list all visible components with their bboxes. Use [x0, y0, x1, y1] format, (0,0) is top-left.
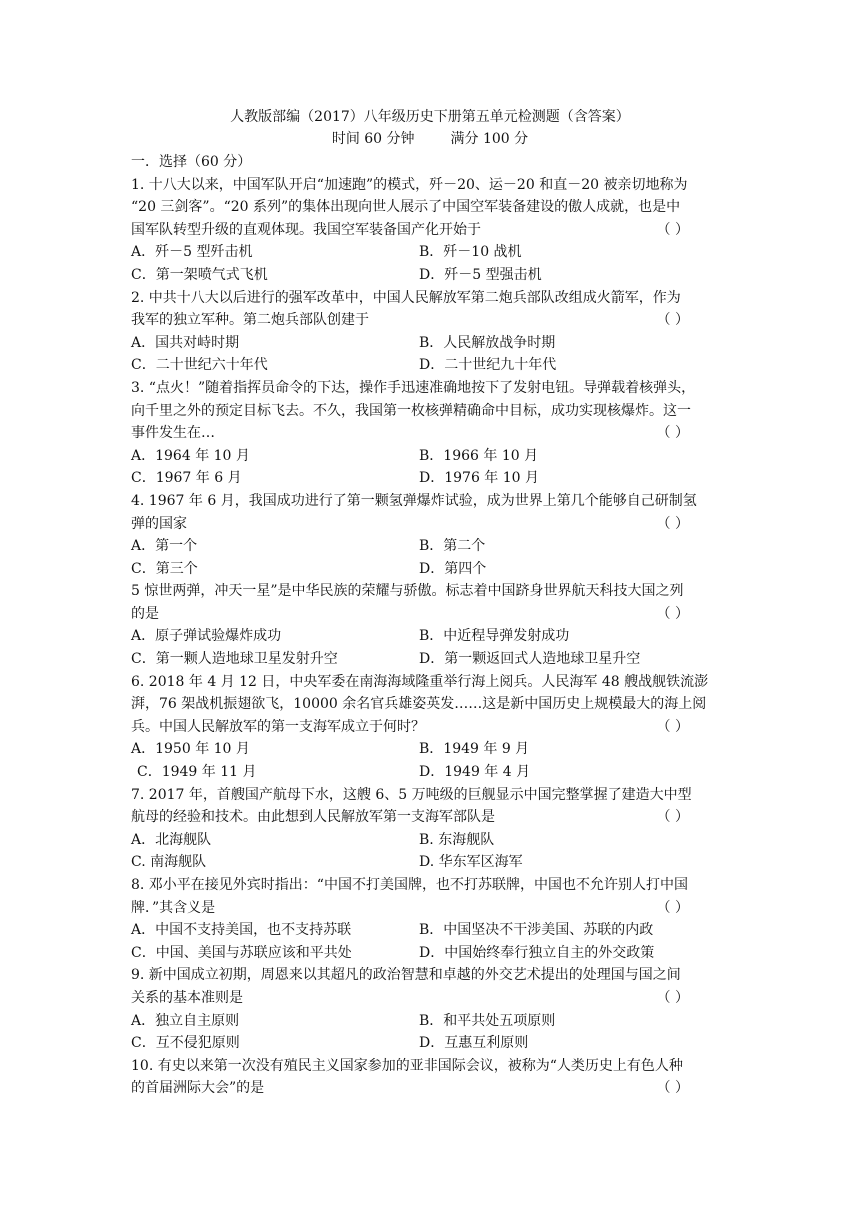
question-4: [131, 490, 731, 580]
option-b[interactable]: B. 东海舰队: [419, 831, 495, 848]
question-6: [131, 671, 731, 784]
question-stem-end: [131, 897, 731, 920]
option-list: [131, 241, 731, 286]
option-c[interactable]: C．第三个: [131, 560, 198, 577]
option-a[interactable]: A．1964 年 10 月: [131, 447, 250, 464]
question-text-line: 国军队转型升级的直观体现。我国空军装备国产化开始于: [131, 221, 481, 238]
question-stem-end: [131, 309, 731, 332]
question-text-line: 事件发生在…: [131, 425, 215, 442]
question-3: [131, 377, 731, 490]
option-c[interactable]: C. 南海舰队: [131, 854, 207, 871]
question-text-line: 5 惊世两弹，冲天一星”是中华民族的荣耀与骄傲。标志着中国跻身世界航天科技大国之列: [131, 583, 684, 600]
question-10: [131, 1055, 731, 1100]
option-a[interactable]: A．独立自主原则: [131, 1012, 240, 1029]
question-text-line: 3. “点火！”随着指挥员命令的下达，操作手迅速准确地按下了发射电钮。导弹载着核弹头，: [131, 379, 696, 396]
option-d[interactable]: D．中国始终奉行独立自主的外交政策: [419, 944, 655, 961]
question-1: [131, 174, 731, 287]
option-b[interactable]: B．1949 年 9 月: [419, 741, 530, 758]
option-d[interactable]: D．1976 年 10 月: [419, 470, 540, 487]
option-c[interactable]: C．第一颗人造地球卫星发射升空: [131, 651, 338, 668]
question-text-line: 兵。中国人民解放军的第一支海军成立于何时？: [131, 718, 425, 735]
option-d[interactable]: D. 华东军区海军: [419, 854, 523, 871]
option-list: [131, 919, 731, 964]
option-d[interactable]: D．二十世纪九十年代: [419, 357, 557, 374]
option-b[interactable]: B．中国坚决不干涉美国、苏联的内政: [419, 922, 654, 939]
answer-bracket[interactable]: （ ）: [656, 312, 689, 329]
question-text-line: “20 三剑客”。“20 系列”的集体出现向世人展示了中国空军装备建设的傲人成就，也是中: [131, 199, 681, 216]
question-text-line: 航母的经验和技术。由此想到人民解放军第一支海军部队是: [131, 809, 495, 826]
answer-bracket[interactable]: （ ）: [656, 605, 689, 622]
option-a[interactable]: A．国共对峙时期: [131, 334, 240, 351]
question-stem-end: [131, 987, 731, 1010]
question-stem-end: [131, 806, 731, 829]
option-c[interactable]: C．中国、美国与苏联应该和平共处: [131, 944, 352, 961]
exam-score: 满分 100 分: [450, 131, 529, 147]
question-text-line: 6. 2018 年 4 月 12 日，中央军委在南海海域隆重举行海上阅兵。人民海军 48 艘战舰铁流澎: [131, 673, 709, 690]
question-text-line: 1. 十八大以来，中国军队开启“加速跑”的模式，歼－20、运－20 和直－20 被亲切地称为: [131, 176, 688, 193]
option-list: [131, 1010, 731, 1055]
option-b[interactable]: B．和平共处五项原则: [419, 1012, 556, 1029]
answer-bracket[interactable]: （ ）: [656, 989, 689, 1006]
option-list: [131, 445, 731, 490]
option-list: [131, 829, 731, 874]
answer-bracket[interactable]: （ ）: [656, 515, 689, 532]
question-text-line: 的是: [131, 605, 159, 622]
question-stem-end: [131, 603, 731, 626]
exam-time: 时间 60 分钟: [331, 131, 415, 147]
question-text-line: 弹的国家: [131, 515, 187, 532]
question-text-line: 湃，76 架战机振翅欲飞，10000 余名官兵雄姿英发……这是新中国历史上规模最大的海上阅: [131, 696, 707, 713]
answer-bracket[interactable]: （ ）: [656, 899, 689, 916]
question-text-line: 关系的基本准则是: [131, 989, 243, 1006]
option-a[interactable]: A．中国不支持美国，也不支持苏联: [131, 922, 352, 939]
question-text-line: 2. 中共十八大以后进行的强军改革中，中国人民解放军第二炮兵部队改组成火箭军，作为: [131, 289, 681, 306]
answer-bracket[interactable]: （ ）: [656, 809, 689, 826]
option-a[interactable]: A．原子弹试验爆炸成功: [131, 628, 282, 645]
question-7: [131, 784, 731, 874]
question-2: [131, 287, 731, 377]
option-d[interactable]: D．互惠互利原则: [419, 1035, 529, 1052]
answer-bracket[interactable]: （ ）: [656, 718, 689, 735]
option-a[interactable]: A．第一个: [131, 538, 198, 555]
question-text-line: 的首届洲际大会”的是: [131, 1080, 265, 1097]
option-b[interactable]: B．人民解放战争时期: [419, 334, 556, 351]
question-5: [131, 580, 731, 670]
option-b[interactable]: B．第二个: [419, 538, 486, 555]
question-9: [131, 964, 731, 1054]
exam-content: [131, 151, 731, 1100]
option-d[interactable]: D．歼－5 型强击机: [419, 266, 542, 283]
option-list: [131, 535, 731, 580]
option-list: [131, 625, 731, 670]
question-text-line: 向千里之外的预定目标飞去。不久，我国第一枚核弹精确命中目标，成功实现核爆炸。这一: [131, 402, 691, 419]
question-list: [131, 174, 731, 1100]
question-text-line: 9. 新中国成立初期，周恩来以其超凡的政治智慧和卓越的外交艺术提出的处理国与国之间: [131, 967, 681, 984]
question-stem-end: [131, 716, 731, 739]
question-text-line: 4. 1967 年 6 月，我国成功进行了第一颗氢弹爆炸试验，成为世界上第几个能够自己研制氢: [131, 492, 697, 509]
option-c[interactable]: C．1949 年 11 月: [137, 764, 257, 781]
question-text-line: 10. 有史以来第一次没有殖民主义国家参加的亚非国际会议，被称为“人类历史上有色人种: [131, 1057, 683, 1074]
question-text-line: 8. 邓小平在接见外宾时指出：“中国不打美国牌，也不打苏联牌，中国也不允许别人打中国: [131, 877, 688, 893]
question-text-line: 我军的独立军种。第二炮兵部队创建于: [131, 312, 369, 329]
question-stem-end: [131, 513, 731, 536]
option-d[interactable]: D．1949 年 4 月: [419, 764, 531, 781]
question-stem-end: [131, 1077, 731, 1100]
option-c[interactable]: C．互不侵犯原则: [131, 1035, 240, 1052]
answer-bracket[interactable]: （ ）: [656, 1080, 689, 1097]
option-a[interactable]: A．北海舰队: [131, 831, 212, 848]
option-b[interactable]: B．1966 年 10 月: [419, 447, 539, 464]
question-text-line: 牌．”其含义是: [131, 899, 216, 916]
question-text-line: 7. 2017 年，首艘国产航母下水，这艘 6、5 万吨级的巨舰显示中国完整掌握了建造大中型: [131, 786, 692, 803]
exam-info: [0, 128, 860, 150]
answer-bracket[interactable]: （ ）: [656, 425, 689, 442]
option-d[interactable]: D．第一颗返回式人造地球卫星升空: [419, 651, 641, 668]
option-a[interactable]: A．1950 年 10 月: [131, 741, 250, 758]
option-list: [131, 332, 731, 377]
question-stem-end: [131, 219, 731, 242]
option-c[interactable]: C．1967 年 6 月: [131, 470, 242, 487]
document-title: 人教版部编（2017）八年级历史下册第五单元检测题（含答案）: [230, 109, 630, 125]
option-a[interactable]: A．歼－5 型歼击机: [131, 244, 253, 261]
option-c[interactable]: C．第一架喷气式飞机: [131, 266, 268, 283]
answer-bracket[interactable]: （ ）: [656, 221, 689, 238]
option-c[interactable]: C．二十世纪六十年代: [131, 357, 268, 374]
option-d[interactable]: D．第四个: [419, 560, 487, 577]
option-b[interactable]: B．中近程导弹发射成功: [419, 628, 570, 645]
section-heading: 一．选择（60 分）: [131, 154, 252, 170]
question-8: [131, 874, 731, 964]
option-list: [131, 738, 731, 783]
question-stem-end: [131, 422, 731, 445]
option-b[interactable]: B．歼－10 战机: [419, 244, 522, 261]
